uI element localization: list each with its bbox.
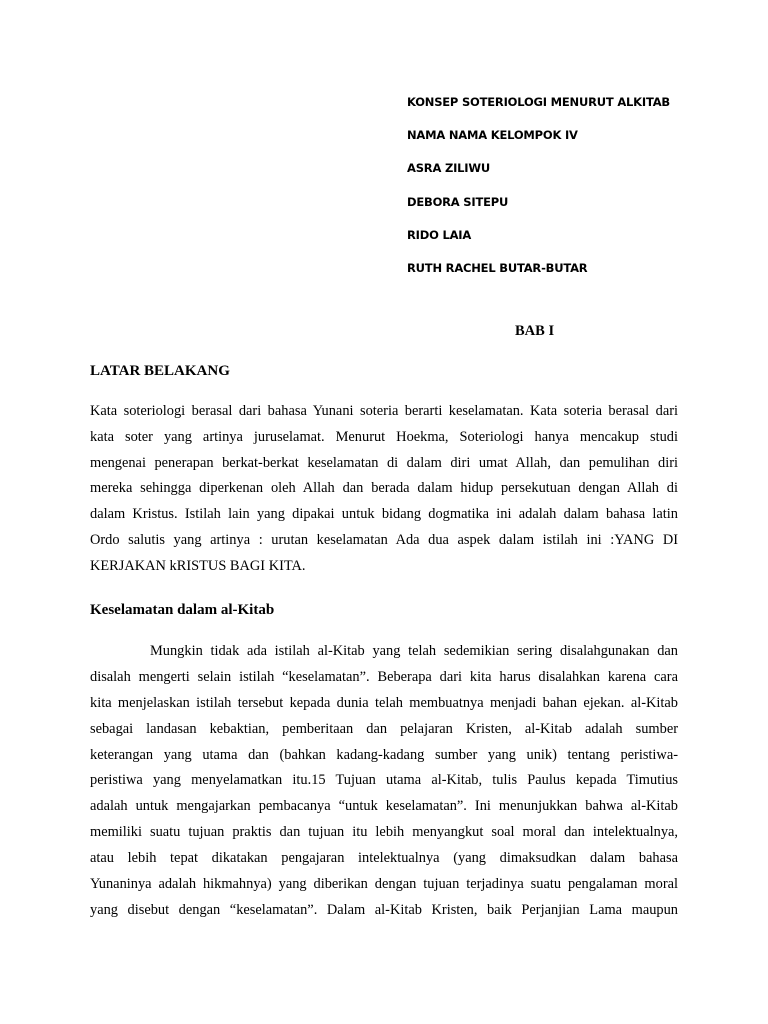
paragraph-line: disalah mengerti selain istilah “keselamatan”. Beberapa dari kita harus disalahkan karena cara bbox=[90, 668, 678, 685]
paragraph-line: keterangan yang utama dan (bahkan kadang-kadang sumber yang unik) tentang peristiwa- bbox=[90, 746, 678, 763]
paragraph-line: Yunaninya adalah hikmahnya) yang diberikan dengan tujuan terjadinya suatu pengalaman moral bbox=[90, 876, 678, 893]
paragraph-line: sebagai landasan kebaktian, pemberitaan dan pelajaran Kristen, al-Kitab adalah sumber bbox=[90, 720, 678, 737]
paragraph-line: kata soter yang artinya juruselamat. Menurut Hoekma, Soteriologi hanya mencakup studi bbox=[90, 428, 678, 445]
paragraph-line: Kata soteriologi berasal dari bahasa Yunani soteria berarti keselamatan. Kata soteria berasal dari bbox=[90, 403, 678, 419]
paragraph-line: adalah untuk mengajarkan pembacanya “untuk keselamatan”. Ini menunjukkan bahwa al-Kitab bbox=[90, 798, 678, 815]
group-label: NAMA NAMA KELOMPOK IV bbox=[407, 128, 578, 143]
paragraph-keselamatan bbox=[90, 639, 678, 924]
member-name: RIDO LAIA bbox=[407, 227, 472, 242]
paragraph-line: yang disebut dengan “keselamatan”. Dalam al-Kitab Kristen, baik Perjanjian Lama maupun bbox=[90, 901, 678, 918]
member-name: RUTH RACHEL BUTAR-BUTAR bbox=[407, 260, 588, 275]
paragraph-line: Ordo salutis yang artinya : urutan keselamatan Ada dua aspek dalam istilah ini :YANG DI bbox=[90, 531, 678, 548]
paragraph-line: KERJAKAN kRISTUS BAGI KITA. bbox=[90, 557, 306, 574]
document-title: KONSEP SOTERIOLOGI MENURUT ALKITAB bbox=[407, 95, 670, 109]
member-name: ASRA ZILIWU bbox=[407, 161, 490, 176]
member-name: DEBORA SITEPU bbox=[407, 194, 509, 209]
section-heading-latar-belakang: LATAR BELAKANG bbox=[90, 363, 230, 379]
paragraph-line: Mungkin tidak ada istilah al-Kitab yang telah sedemikian sering disalahgunakan dan bbox=[150, 643, 678, 659]
chapter-heading: BAB I bbox=[515, 323, 555, 339]
paragraph-line: mereka sehingga diperkenan oleh Allah dan berada dalam hidup persekutuan dengan Allah di bbox=[90, 480, 678, 497]
cover-info bbox=[407, 93, 670, 292]
paragraph-latar-belakang bbox=[90, 399, 678, 580]
paragraph-line: mengenai penerapan berkat-berkat keselamatan di dalam diri umat Allah, dan pemulihan diri bbox=[90, 454, 678, 471]
section-heading-keselamatan: Keselamatan dalam al-Kitab bbox=[90, 602, 275, 618]
paragraph-line: peristiwa yang menyelamatkan itu.15 Tujuan utama al-Kitab, tulis Paulus kepada Timutius bbox=[90, 772, 678, 789]
paragraph-line: kita menjelaskan istilah tersebut kepada dunia telah membuatnya menjadi bahan ejekan. al-Kitab bbox=[90, 694, 678, 711]
paragraph-line: dalam Kristus. Istilah lain yang dipakai untuk bidang dogmatika ini adalah dalam bahasa latin bbox=[90, 506, 678, 523]
paragraph-line: memiliki suatu tujuan praktis dan tujuan itu lebih menyangkut soal moral dan intelektualnya, bbox=[90, 824, 678, 841]
paragraph-line: atau lebih tepat dikatakan pengajaran intelektualnya (yang dimaksudkan dalam bahasa bbox=[90, 850, 678, 867]
